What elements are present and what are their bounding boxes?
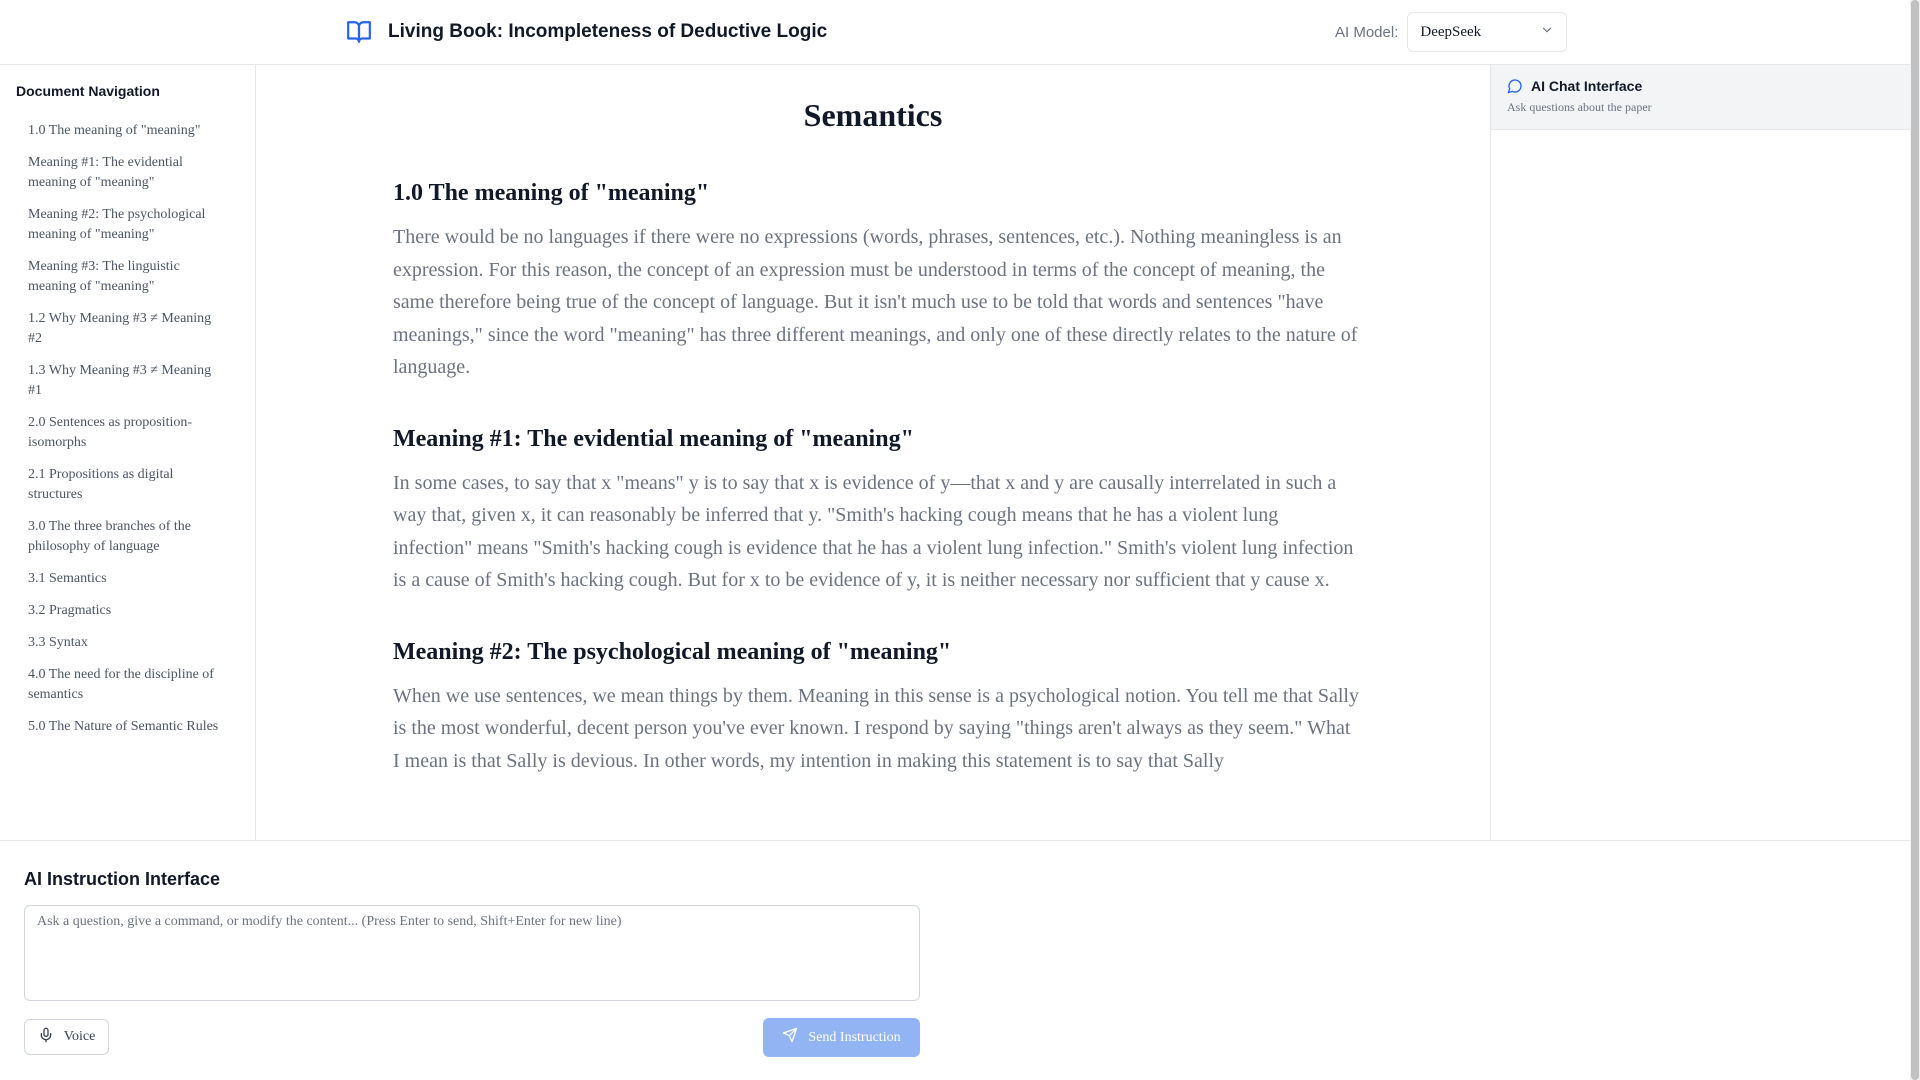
- chat-header: [1491, 65, 1910, 130]
- section-heading: Meaning #1: The evidential meaning of "meaning": [393, 425, 914, 452]
- nav-item[interactable]: 5.0 The Nature of Semantic Rules: [28, 719, 219, 734]
- chat-title: AI Chat Interface: [1531, 78, 1643, 94]
- book-open-icon: [346, 19, 372, 45]
- section-heading: 1.0 The meaning of "meaning": [393, 180, 710, 206]
- instruction-panel: [0, 840, 1910, 1080]
- nav-item[interactable]: 3.3 Syntax: [28, 635, 88, 650]
- section-heading: Meaning #2: The psychological meaning of "meaning": [393, 638, 952, 665]
- nav-item[interactable]: 3.0 The three branches of the philosophy of language: [28, 519, 192, 554]
- document-navigation: [0, 65, 256, 840]
- model-label: AI Model:: [1335, 23, 1399, 41]
- section-paragraph: When we use sentences, we mean things by them. Meaning in this sense is a psychological notion. You tell me that Sally is the most wonderful, decent person you've ever known. I respond by saying "things aren't always as they seem." What I mean is that Sally is devious. In other words, my intention in making this statement is to say that Sally: [393, 684, 1359, 772]
- nav-list: [16, 115, 240, 743]
- nav-item[interactable]: Meaning #1: The evidential meaning of "meaning": [28, 155, 183, 190]
- send-instruction-button[interactable]: [763, 1018, 920, 1057]
- page-scrollbar[interactable]: [1910, 0, 1920, 1080]
- voice-button[interactable]: [24, 1019, 109, 1055]
- nav-item[interactable]: 2.0 Sentences as proposition-isomorphs: [28, 415, 193, 450]
- nav-item[interactable]: 1.3 Why Meaning #3 ≠ Meaning #1: [28, 363, 212, 398]
- nav-item[interactable]: 4.0 The need for the discipline of semantics: [28, 667, 214, 702]
- instruction-input[interactable]: [24, 905, 920, 1001]
- model-select[interactable]: [1407, 12, 1567, 52]
- chevron-down-icon: [1540, 23, 1554, 42]
- sidebar-title: Document Navigation: [16, 83, 160, 99]
- app-brand: [346, 19, 827, 45]
- voice-button-label: Voice: [63, 1029, 96, 1044]
- app-title: Living Book: Incompleteness of Deductive Logic: [388, 21, 828, 42]
- model-select-value: DeepSeek: [1420, 23, 1482, 40]
- model-picker: [1335, 12, 1567, 52]
- nav-item[interactable]: Meaning #3: The linguistic meaning of "meaning": [28, 259, 180, 294]
- send-icon: [782, 1027, 798, 1048]
- instruction-title: AI Instruction Interface: [24, 869, 221, 889]
- ai-chat-panel: [1490, 65, 1910, 840]
- send-button-label: Send Instruction: [808, 1029, 901, 1045]
- nav-item[interactable]: 3.2 Pragmatics: [28, 603, 112, 618]
- mic-icon: [38, 1027, 54, 1048]
- nav-item[interactable]: Meaning #2: The psychological meaning of "meaning": [28, 207, 206, 242]
- document-view[interactable]: [256, 65, 1490, 840]
- nav-item[interactable]: 1.0 The meaning of "meaning": [28, 123, 201, 138]
- scrollbar-thumb[interactable]: [1911, 0, 1919, 1080]
- message-circle-icon: [1507, 78, 1523, 94]
- document-body: [393, 180, 1361, 819]
- nav-item[interactable]: 2.1 Propositions as digital structures: [28, 467, 174, 502]
- nav-item[interactable]: 3.1 Semantics: [28, 571, 107, 586]
- app-header: [0, 0, 1910, 65]
- section-paragraph: There would be no languages if there were no expressions (words, phrases, sentences, etc.). Nothing meaningless is an expression. For this reason, the concept of an expression must be understood in terms of the concept of meaning, the same therefore being true of the concept of language. But it isn't much use to be told that words and sentences "have meanings," since the word "meaning" has three different meanings, and only one of these directly relates to the nature of language.: [393, 226, 1358, 378]
- section-paragraph: In some cases, to say that x "means" y is to say that x is evidence of y—that x and y are causally interrelated in such a way that, given x, it can reasonably be inferred that y. "Smith's hacking cough means that he has a violent lung infection" means "Smith's hacking cough is evidence that he has a violent lung infection." Smith's violent lung infection is a cause of Smith's hacking cough. But for x to be evidence of y, it is neither necessary nor sufficient that y cause x.: [393, 471, 1354, 591]
- nav-item[interactable]: 1.2 Why Meaning #3 ≠ Meaning #2: [28, 311, 212, 346]
- chat-title-row: [1507, 78, 1894, 94]
- chat-subtitle: Ask questions about the paper: [1507, 100, 1652, 114]
- document-title: Semantics: [803, 97, 943, 133]
